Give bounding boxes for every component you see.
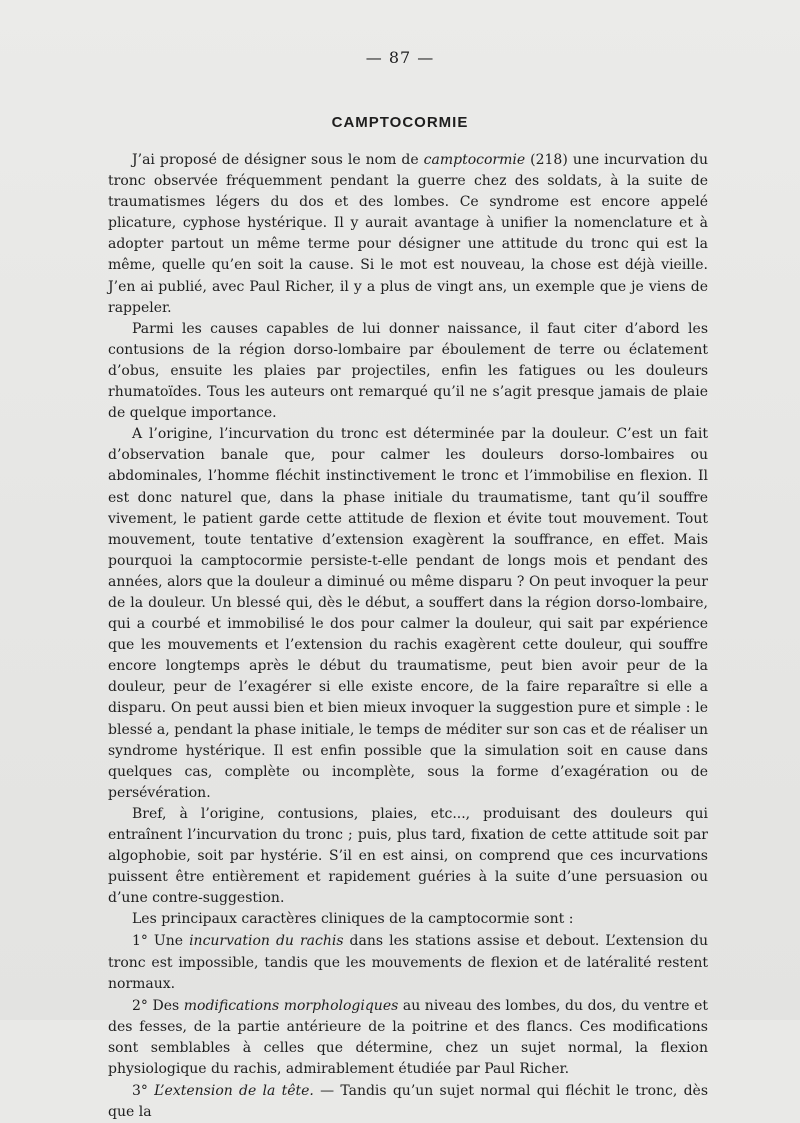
paragraph-3: A l’origine, l’incurvation du tronc est déterminée par la douleur. C’est un fait d’observation banale que, pour calmer les douleurs dorso-lombaires ou abdominales, l’homme fléchit instinctivement le tronc et l’immobilise en flexion. Il est donc naturel que, dans la phase initiale du traumatisme, tant qu’il souffre vivement, le patient garde cette attitude de flexion et évite tout mouvement. Tout mouvement, toute tentative d’extension exagèrent la souffrance, en effet. Mais pourquoi la camptocormie persiste-t-elle pendant de longs mois et pendant des années, alors que la douleur a diminué ou même disparu ? On peut invoquer la peur de la douleur. Un blessé qui, dès le début, a souffert dans la région dorso-lombaire, qui a courbé et immobilisé le dos pour calmer la douleur, qui sait par expérience que les mouvements et l’extension du rachis exagèrent cette douleur, qui souffre encore longtemps après le début du traumatisme, peut bien avoir peur de la douleur, peur de l’exagérer si elle existe encore, de la faire reparaître si elle a disparu. On peut aussi bien et bien mieux invoquer la suggestion pure et simple : le blessé a, pendant la phase initiale, le temps de méditer sur son cas et de réaliser un syndrome hystérique. Il est enfin possible que la simulation soit en cause dans quelques cas, complète ou incomplète, sous la forme d’exagération ou de persévération. [108, 426, 708, 801]
page-number: — 87 — [365, 48, 435, 67]
list-item-2: 2° Des modifications morphologiques au niveau des lombes, du dos, du ventre et des fesses, de la partie antérieure de la poitrine et des flancs. Ces modifications sont semblables à celles que détermine, chez un sujet normal, la flexion physiologique du rachis, admirablement étudiée par Paul Richer. [108, 997, 709, 1078]
body-text [108, 150, 708, 1123]
paragraph-4: Bref, à l’origine, contusions, plaies, etc..., produisant des douleurs qui entraînent l’incurvation du tronc ; puis, plus tard, fixation de cette attitude soit par algophobie, soit par hystérie. S’il en est ainsi, on comprend que ces incurvations puissent être entièrement et rapidement guéries à la suite d’une persuasion ou d’une contre-suggestion. [108, 805, 708, 907]
paragraph-1: J’ai proposé de désigner sous le nom de camptocormie (218) une incurvation du tronc observée fréquemment pendant la guerre chez des soldats, à la suite de traumatismes légers du dos et des lombes. Ce syndrome est encore appelé plicature, cyphose hystérique. Il y aurait avantage à unifier la nomenclature et à adopter partout un même terme pour désigner une attitude du tronc qui est la même, quelle qu’en soit la cause. Si le mot est nouveau, la chose est déjà vieille. J’en ai publié, avec Paul Richer, il y a plus de vingt ans, un exemple que je viens de rappeler. [108, 152, 709, 316]
section-title: CAMPTOCORMIE [331, 114, 469, 131]
list-item-1: 1° Une incurvation du rachis dans les stations assise et debout. L’extension du tronc est impossible, tandis que les mouvements de flexion et de latéralité restent normaux. [108, 933, 708, 992]
list-item-3: 3° L’extension de la tête. — Tandis qu’un sujet normal qui fléchit le tronc, dès que la [108, 1083, 708, 1121]
paragraph-2: Parmi les causes capables de lui donner naissance, il faut citer d’abord les contusions de la région dorso-lombaire par éboulement de terre ou éclatement d’obus, ensuite les plaies par projectiles, enfin les fatigues ou les douleurs rhumatoïdes. Tous les auteurs ont remarqué qu’il ne s’agit presque jamais de plaie de quelque importance. [108, 320, 708, 422]
paragraph-5: Les principaux caractères cliniques de la camptocormie sont : [132, 911, 574, 928]
